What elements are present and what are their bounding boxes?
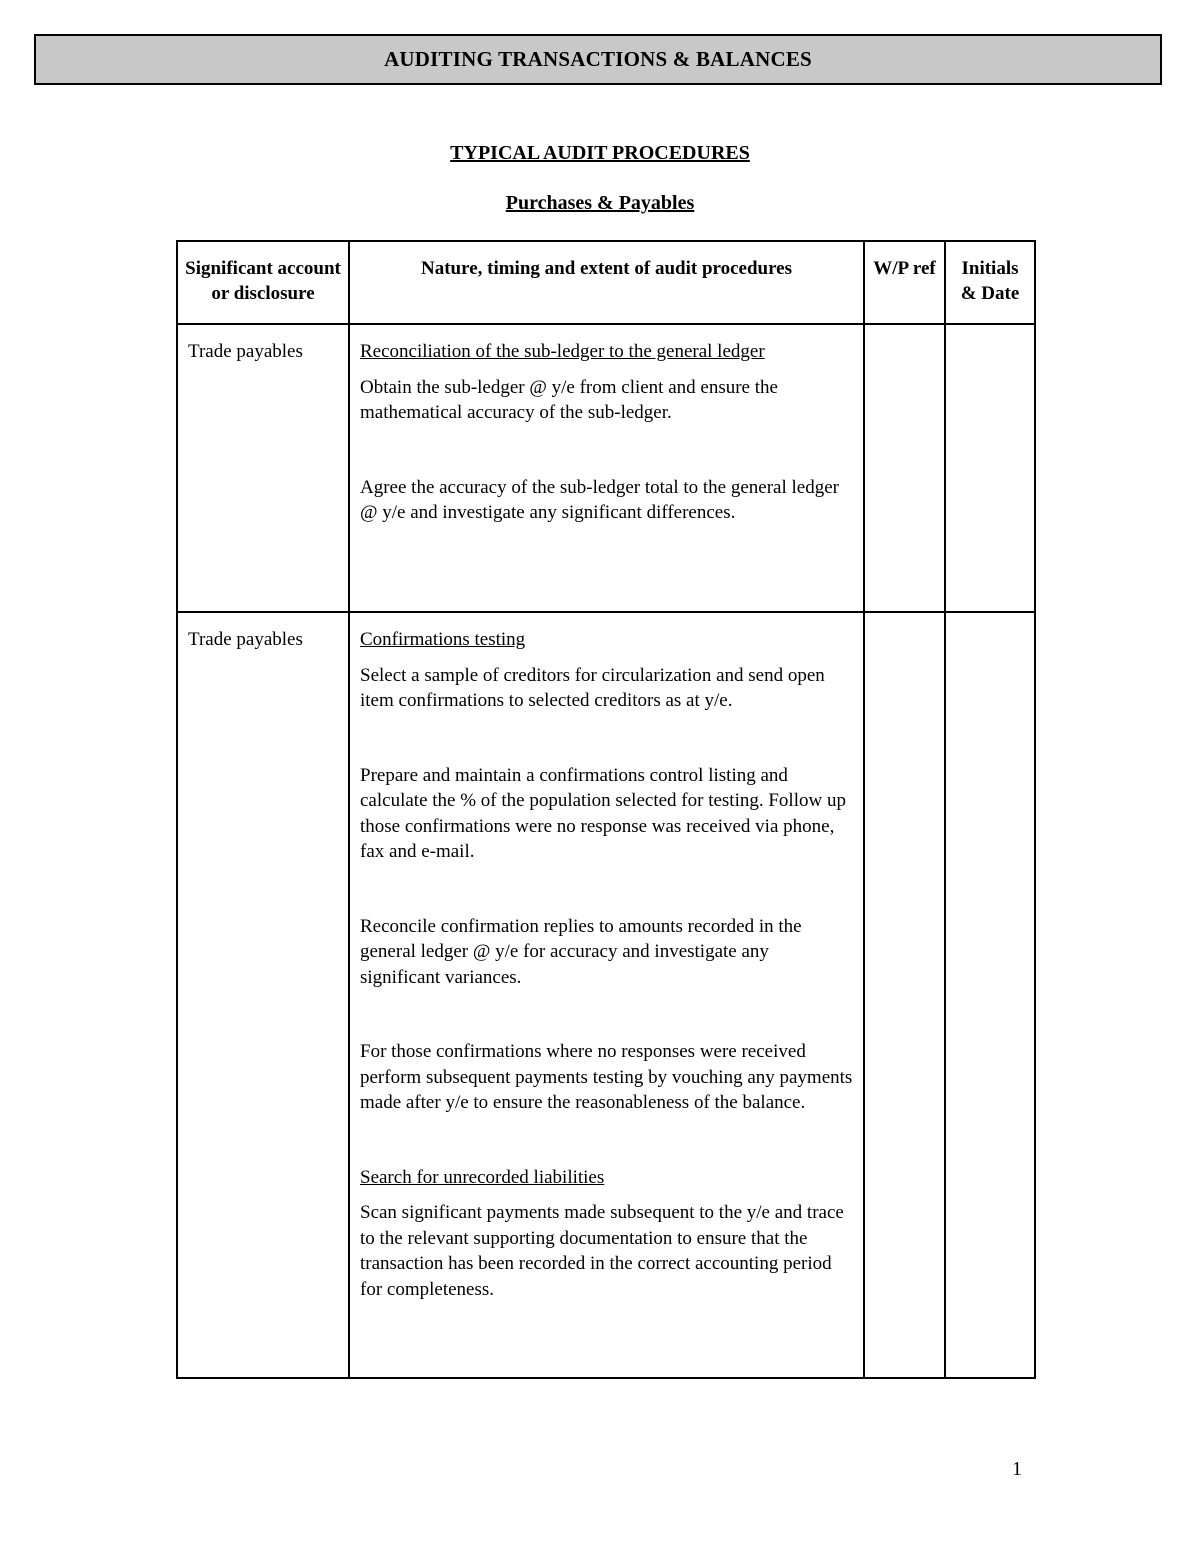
procedure-step: Scan significant payments made subsequent to the y/e and trace to the relevant supporting documentation to ensure that the transaction has been recorded in the correct accounting period for completeness. bbox=[360, 1202, 844, 1300]
audit-procedures-table bbox=[176, 240, 1036, 1379]
procedures-cell bbox=[349, 324, 864, 612]
procedure-heading: Reconciliation of the sub-ledger to the general ledger bbox=[360, 341, 765, 362]
initials-date-cell[interactable] bbox=[945, 324, 1035, 612]
wp-ref-cell[interactable] bbox=[864, 612, 945, 1378]
account-cell: Trade payables bbox=[177, 324, 349, 612]
procedure-step: Select a sample of creditors for circularization and send open item confirmations to selected creditors as at y/e. bbox=[360, 664, 825, 711]
table-row bbox=[177, 612, 1035, 1378]
header-account: Significant account or disclosure bbox=[177, 241, 349, 324]
page-title: TYPICAL AUDIT PROCEDURES bbox=[450, 142, 750, 164]
procedure-step: Agree the accuracy of the sub-ledger total to the general ledger @ y/e and investigate any significant differences. bbox=[360, 476, 839, 523]
procedure-step: Prepare and maintain a confirmations control listing and calculate the % of the population selected for testing. Follow up those confirmations were no response was received via phone, fax and e-mail. bbox=[360, 764, 846, 862]
procedure-heading: Search for unrecorded liabilities bbox=[360, 1166, 605, 1188]
wp-ref-cell[interactable] bbox=[864, 324, 945, 612]
initials-date-cell[interactable] bbox=[945, 612, 1035, 1378]
header-procedures: Nature, timing and extent of audit procedures bbox=[349, 241, 864, 324]
procedure-heading: Confirmations testing bbox=[360, 629, 526, 650]
table-header-row bbox=[177, 241, 1035, 324]
procedure-step: For those confirmations where no responses were received perform subsequent payments testing by vouching any payments made after y/e to ensure the reasonableness of the balance. bbox=[360, 1041, 853, 1113]
account-cell: Trade payables bbox=[177, 612, 349, 1378]
document-banner: AUDITING TRANSACTIONS & BALANCES bbox=[34, 34, 1162, 85]
procedure-step: Obtain the sub-ledger @ y/e from client and ensure the mathematical accuracy of the sub-ledger. bbox=[360, 376, 778, 423]
procedure-step: Reconcile confirmation replies to amounts recorded in the general ledger @ y/e for accuracy and investigate any significant variances. bbox=[360, 915, 802, 988]
header-wp-ref: W/P ref bbox=[864, 241, 945, 324]
section-title: Purchases & Payables bbox=[505, 192, 695, 214]
page-number: 1 bbox=[1012, 1458, 1022, 1480]
procedures-cell bbox=[349, 612, 864, 1378]
header-initials-date: Initials & Date bbox=[945, 241, 1035, 324]
table-row bbox=[177, 324, 1035, 612]
